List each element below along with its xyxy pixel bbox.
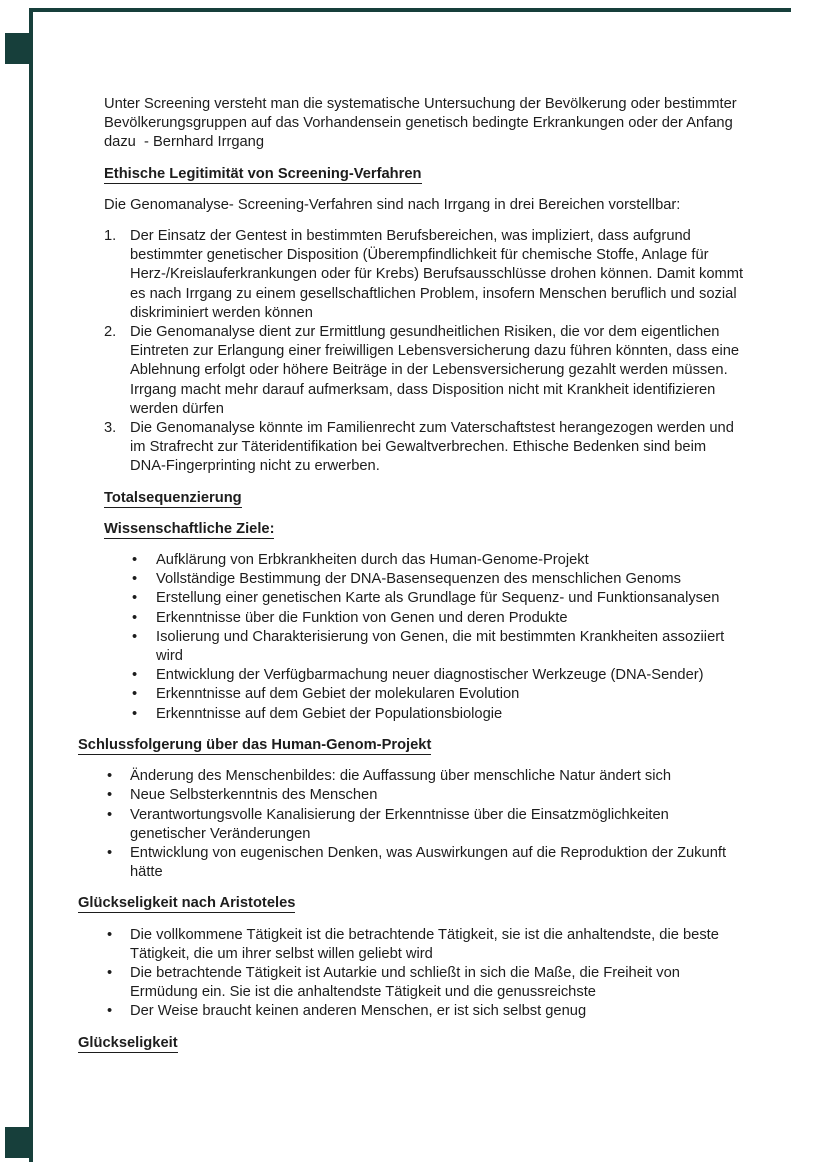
page-corner-bottom-left [5, 1127, 29, 1158]
list-item [104, 570, 746, 589]
item-text: Die Genomanalyse könnte im Familienrecht zum Vaterschaftstest herangezogen werden und im Strafrecht zur Täteridentifikation bei Gewaltverbrechen. Ethische Bedenken sind beim DNA-Fingerprinting nicht zu erwerben. [130, 420, 734, 475]
heading-totalsequenzierung [104, 489, 746, 508]
aristoteles-list [78, 926, 746, 1022]
list-item [104, 666, 746, 685]
document-page [78, 0, 746, 1065]
list-item [104, 551, 746, 570]
list-item [78, 767, 746, 786]
list-item-text: Die betrachtende Tätigkeit ist Autarkie und schließt in sich die Maße, die Freiheit von Ermüdung ein. Sie ist die anhaltendste Tätigkeit und die genussreichste [130, 964, 680, 1001]
heading-glueckseligkeit-aristoteles [78, 894, 746, 913]
item-number: 1. [104, 228, 117, 245]
page-corner-top-left [5, 33, 29, 64]
list-item [78, 786, 746, 805]
list-item [78, 926, 746, 964]
heading-text: Schlussfolgerung über das Human-Genom-Projekt [78, 736, 432, 753]
intro-paragraph: Unter Screening versteht man die systematische Untersuchung der Bevölkerung oder bestimmter Bevölkerungsgruppen auf das Vorhandensein genetisch bedingte Erkrankungen oder der Anfang dazu - Bernhard Irrgang [104, 96, 737, 151]
schlussfolgerung-list [78, 767, 746, 882]
heading-ethische-legitimitaet [104, 165, 746, 184]
list-item-text: Erkenntnisse auf dem Gebiet der molekularen Evolution [156, 686, 520, 703]
ziele-list [104, 551, 746, 724]
heading-text: Ethische Legitimität von Screening-Verfahren [104, 165, 422, 182]
bullet-marker: • [107, 806, 113, 823]
bullet-marker: • [107, 787, 113, 804]
heading-text: Glückseligkeit nach Aristoteles [78, 895, 296, 912]
bullet-marker: • [132, 686, 138, 703]
list-item-text: Verantwortungsvolle Kanalisierung der Erkenntnisse über die Einsatzmöglichkeiten genetischer Veränderungen [130, 806, 669, 842]
list-item-text: Neue Selbsterkenntnis des Menschen [130, 787, 378, 804]
list-item [78, 964, 746, 1002]
bullet-marker: • [132, 552, 138, 569]
list-item-text: Die vollkommene Tätigkeit ist die betrachtende Tätigkeit, sie ist die anhaltendste, die beste Tätigkeit, die um ihrer selbst willen geliebt wird [130, 926, 719, 962]
heading-text: Wissenschaftliche Ziele: [104, 520, 275, 537]
list-item-text: Vollständige Bestimmung der DNA-Basensequenzen des menschlichen Genoms [156, 571, 681, 588]
bullet-marker: • [132, 590, 138, 607]
heading-glueckseligkeit [78, 1034, 746, 1053]
list-item-text: Aufklärung von Erbkrankheiten durch das Human-Genome-Projekt [156, 552, 589, 569]
bullet-marker: • [132, 628, 138, 645]
list-item [104, 705, 746, 724]
bullet-marker: • [107, 844, 113, 861]
list-item-text: Der Weise braucht keinen anderen Menschen, er ist sich selbst genug [130, 1003, 587, 1020]
list-item [78, 806, 746, 844]
paragraph-genomanalyse: Die Genomanalyse- Screening-Verfahren sind nach Irrgang in drei Bereichen vorstellbar: [104, 196, 681, 213]
page-edge-left [29, 8, 33, 1162]
numbered-list [78, 227, 746, 477]
list-item-text: Erstellung einer genetischen Karte als Grundlage für Sequenz- und Funktionsanalysen [156, 590, 720, 607]
bullet-marker: • [107, 1003, 113, 1020]
list-item-text: Erkenntnisse über die Funktion von Genen und deren Produkte [156, 609, 568, 626]
numbered-item [78, 323, 746, 419]
list-item-text: Isolierung und Charakterisierung von Genen, die mit bestimmten Krankheiten assoziiert wird [156, 628, 725, 665]
item-number: 2. [104, 324, 117, 341]
numbered-item [78, 227, 746, 323]
bullet-marker: • [132, 609, 138, 626]
item-number: 3. [104, 420, 117, 437]
list-item [104, 685, 746, 704]
bullet-marker: • [107, 768, 113, 785]
list-item [78, 1002, 746, 1021]
list-item [104, 628, 746, 666]
list-item-text: Änderung des Menschenbildes: die Auffassung über menschliche Natur ändert sich [130, 768, 672, 785]
list-item-text: Erkenntnisse auf dem Gebiet der Populationsbiologie [156, 705, 503, 722]
bullet-marker: • [107, 964, 113, 981]
list-item [78, 844, 746, 882]
heading-schlussfolgerung [78, 736, 746, 755]
heading-text: Totalsequenzierung [104, 489, 242, 506]
item-text: Die Genomanalyse dient zur Ermittlung gesundheitlichen Risiken, die vor dem eigentlichen Eintreten zur Erlangung einer freiwilligen Lebensversicherung dazu führen könnten, dass eine Ablehnung erfolgt oder höhere Beiträge in der Lebensversicherung gezahlt werden müssen. Irrgang macht mehr darauf aufmerksam, dass Disposition nicht mit Krankheit identifizieren werden dürfen [130, 324, 740, 417]
list-item-text: Entwicklung der Verfügbarmachung neuer diagnostischer Werkzeuge (DNA-Sender) [156, 667, 704, 684]
bullet-marker: • [132, 705, 138, 722]
heading-wissenschaftliche-ziele [104, 520, 746, 539]
list-item-text: Entwicklung von eugenischen Denken, was Auswirkungen auf die Reproduktion der Zukunft hätte [130, 844, 727, 881]
list-item [104, 609, 746, 628]
list-item [104, 589, 746, 608]
bullet-marker: • [132, 571, 138, 588]
heading-text: Glückseligkeit [78, 1034, 178, 1051]
item-text: Der Einsatz der Gentest in bestimmten Berufsbereichen, was impliziert, dass aufgrund bestimmter genetischer Disposition (Überempfindlichkeit für chemische Stoffe, Anlage für Herz-/Kreislauferkrankungen oder für Krebs) Berufsausschlüsse drohen können. Damit kommt es nach Irrgang zu einem gesellschaftlichen Problem, insofern Menschen beruflich und sozial diskriminiert werden können [130, 228, 744, 321]
bullet-marker: • [107, 926, 113, 943]
bullet-marker: • [132, 667, 138, 684]
numbered-item [78, 419, 746, 477]
